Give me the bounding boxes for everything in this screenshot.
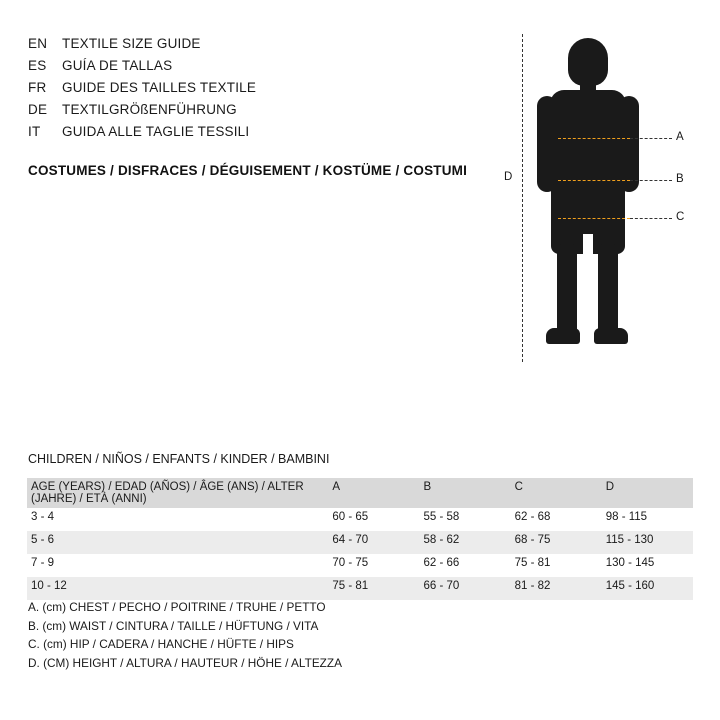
- cell-age: 7 - 9: [31, 557, 55, 569]
- silhouette-foot-left: [546, 328, 580, 344]
- column-header-c: C: [514, 481, 523, 493]
- table-row: [27, 554, 693, 577]
- cell-chest: 60 - 65: [332, 511, 369, 523]
- table-row: [27, 508, 693, 531]
- cell-waist: 58 - 62: [423, 534, 460, 546]
- waist-label: B: [676, 173, 684, 185]
- legend-line-b: B. (cm) WAIST / CINTURA / TAILLE / HÜFTUNG / VITA: [28, 618, 319, 633]
- language-text-es: GUÍA DE TALLAS: [62, 58, 173, 73]
- hip-leader-line: [630, 218, 672, 219]
- language-text-fr: GUIDE DES TAILLES TEXTILE: [62, 80, 257, 95]
- size-table-header-row: [27, 478, 693, 508]
- column-header-age: AGE (YEARS) / EDAD (AÑOS) / ÂGE (ANS) / ALTER (JAHRE) / ETÀ (ANNI): [31, 481, 304, 505]
- language-row-fr: [28, 80, 488, 102]
- language-text-it: GUIDA ALLE TAGLIE TESSILI: [62, 124, 250, 139]
- waist-measure-line: [558, 180, 630, 181]
- cell-waist: 62 - 66: [423, 557, 460, 569]
- size-table-body: [27, 508, 693, 600]
- table-row: [27, 531, 693, 554]
- cell-age: 5 - 6: [31, 534, 55, 546]
- child-silhouette: [530, 38, 640, 378]
- column-header-b: B: [423, 481, 432, 493]
- waist-leader-line: [630, 180, 672, 181]
- size-table: [27, 478, 693, 600]
- language-code-it: IT: [28, 124, 41, 139]
- table-title: CHILDREN / NIÑOS / ENFANTS / KINDER / BAMBINI: [28, 452, 330, 466]
- language-code-es: ES: [28, 58, 47, 73]
- silhouette-head: [568, 38, 608, 86]
- legend-line-a: A. (cm) CHEST / PECHO / POITRINE / TRUHE / PETTO: [28, 600, 326, 614]
- chest-leader-line: [630, 138, 672, 139]
- cell-hip: 68 - 75: [514, 534, 551, 546]
- table-row: [27, 577, 693, 600]
- cell-height: 98 - 115: [605, 511, 648, 523]
- cell-height: 115 - 130: [605, 534, 654, 546]
- silhouette-shorts-gap: [583, 234, 593, 256]
- chest-label: A: [676, 131, 684, 143]
- height-dashed-line: [522, 34, 523, 362]
- cell-waist: 55 - 58: [423, 511, 460, 523]
- cell-chest: 70 - 75: [332, 557, 369, 569]
- cell-hip: 62 - 68: [514, 511, 551, 523]
- silhouette-torso: [550, 90, 626, 190]
- language-row-de: [28, 102, 488, 124]
- language-row-es: [28, 58, 488, 80]
- cell-chest: 64 - 70: [332, 534, 369, 546]
- language-text-de: TEXTILGRÖßENFÜHRUNG: [62, 102, 237, 117]
- language-text-en: TEXTILE SIZE GUIDE: [62, 36, 201, 51]
- height-label: D: [504, 171, 513, 183]
- language-row-en: [28, 36, 488, 58]
- column-header-d: D: [605, 481, 615, 493]
- measurement-legend: [28, 598, 342, 672]
- language-row-it: [28, 124, 488, 146]
- cell-age: 10 - 12: [31, 580, 67, 592]
- figure-diagram: [470, 30, 710, 390]
- hip-measure-line: [558, 218, 630, 219]
- language-list: [28, 36, 488, 146]
- column-header-a: A: [332, 481, 341, 493]
- cell-hip: 75 - 81: [514, 557, 551, 569]
- cell-chest: 75 - 81: [332, 580, 369, 592]
- language-code-fr: FR: [28, 80, 47, 95]
- size-table-head: [27, 478, 693, 508]
- chest-measure-line: [558, 138, 630, 139]
- legend-line-c: C. (cm) HIP / CADERA / HANCHE / HÜFTE / HIPS: [28, 637, 294, 651]
- hip-label: C: [676, 211, 685, 223]
- cell-waist: 66 - 70: [423, 580, 460, 592]
- cell-age: 3 - 4: [31, 511, 55, 523]
- legend-line-d: D. (CM) HEIGHT / ALTURA / HAUTEUR / HÖHE / ALTEZZA: [28, 655, 342, 670]
- cell-height: 145 - 160: [605, 580, 655, 592]
- language-code-en: EN: [28, 36, 48, 51]
- language-code-de: DE: [28, 102, 48, 117]
- silhouette-leg-right: [598, 244, 618, 340]
- silhouette-leg-left: [557, 244, 577, 340]
- cell-height: 130 - 145: [605, 557, 655, 569]
- cell-hip: 81 - 82: [514, 580, 551, 592]
- category-line: COSTUMES / DISFRACES / DÉGUISEMENT / KOSTÜME / COSTUMI: [28, 163, 468, 178]
- silhouette-foot-right: [594, 328, 628, 344]
